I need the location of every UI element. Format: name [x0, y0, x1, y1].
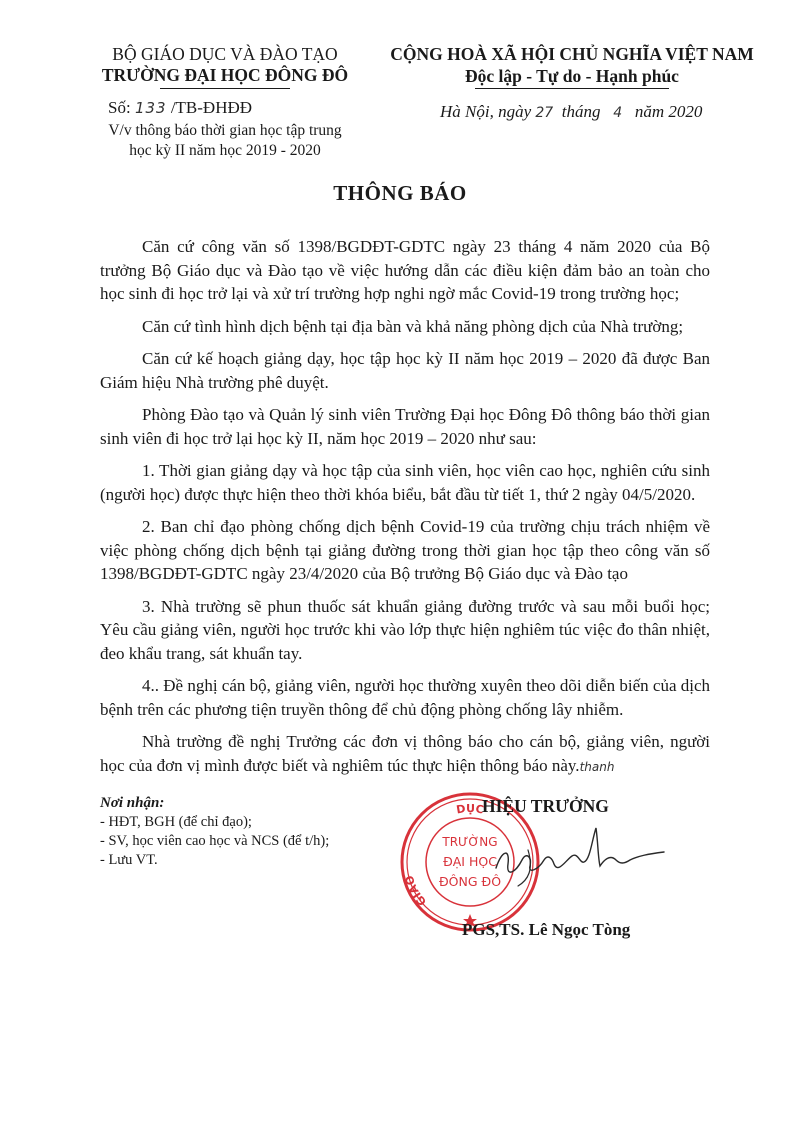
svg-text:GIÁO — [403, 874, 429, 908]
date-place: Hà Nội, ngày — [440, 102, 532, 121]
paragraph-basis-2: Căn cứ tình hình dịch bệnh tại địa bàn và khả năng phòng dịch của Nhà trường; — [142, 316, 684, 336]
national-motto: Độc lập - Tự do - Hạnh phúc — [465, 66, 679, 86]
document-number — [108, 98, 252, 118]
header-left — [80, 44, 370, 89]
recipient-item: - Lưu VT. — [100, 852, 158, 868]
doc-number-handwritten: 133 — [134, 99, 167, 117]
closing-handmark: thanh — [579, 759, 615, 774]
country-name: CỘNG HOÀ XÃ HỘI CHỦ NGHĨA VIỆT NAM — [390, 44, 754, 64]
subject-line-2: học kỳ II năm học 2019 - 2020 — [129, 142, 321, 159]
signature-title: HIỆU TRƯỞNG — [482, 796, 609, 816]
date-year: năm 2020 — [634, 102, 703, 121]
date-day: 27 — [535, 105, 554, 121]
recipient-item: - HĐT, BGH (để chỉ đạo); — [100, 814, 252, 830]
paragraph-announcement: Phòng Đào tạo và Quản lý sinh viên Trường Đại học Đông Đô thông báo thời gian sinh viên đi học trở lại học kỳ II, năm học 2019 – 2020 như sau: — [100, 405, 710, 448]
seal-line-2: ĐẠI HỌC — [443, 854, 497, 869]
paragraph-basis-3: Căn cứ kế hoạch giảng dạy, học tập học kỳ II năm học 2019 – 2020 đã được Ban Giám hiệu Nhà trường phê duyệt. — [100, 349, 710, 392]
paragraph-item-3: 3. Nhà trường sẽ phun thuốc sát khuẩn giảng đường trước và sau mỗi buổi học; Yêu cầu giảng viên, người học trước khi vào lớp thực hiện nghiêm túc việc đo thân nhiệt, đeo khẩu trang, sát khuẩn tay. — [100, 596, 710, 663]
paragraph-item-1: 1. Thời gian giảng dạy và học tập của sinh viên, học viên cao học, nghiên cứu sinh (người học) được thực hiện theo thời khóa biểu, bắt đầu từ tiết 1, thứ 2 ngày 04/5/2020. — [100, 461, 710, 504]
motto-underline — [475, 88, 669, 89]
paragraph-item-2: 2. Ban chỉ đạo phòng chống dịch bệnh Covid-19 của trường chịu trách nhiệm về việc phòng chống dịch bệnh tại giảng đường trong thời gian học tập theo công văn số 1398/BGDĐT-GDTC ngày 23/4/2020 của Bộ trưởng Bộ Giáo dục và Đào tạo — [100, 517, 710, 583]
paragraph-basis-1: Căn cứ công văn số 1398/BGDĐT-GDTC ngày 23 tháng 4 năm 2020 của Bộ trưởng Bộ Giáo dục và Đào tạo về việc hướng dẫn các điều kiện đảm bảo an toàn cho học sinh đi học trở lại và xử trí trường hợp nghi ngờ mắc Covid-19 trong trường học; — [100, 237, 710, 303]
date-month-label: tháng — [561, 102, 601, 121]
header-right — [372, 44, 772, 89]
recipients-heading: Nơi nhận: — [100, 795, 165, 811]
paragraph-item-4: 4.. Đề nghị cán bộ, giảng viên, người học thường xuyên theo dõi diễn biến của dịch bệnh trên các phương tiện truyền thông để chủ động phòng chống lây nhiễm. — [100, 676, 711, 719]
paragraph-closing — [100, 730, 710, 779]
seal-ring-top: DỤC — [455, 801, 485, 817]
document-title: THÔNG BÁO — [333, 181, 467, 205]
document-body — [100, 235, 710, 788]
school-name: TRƯỜNG ĐẠI HỌC ĐÔNG ĐÔ — [101, 65, 349, 85]
subject-line — [80, 121, 370, 161]
school-underline — [160, 88, 290, 89]
subject-line-1: V/v thông báo thời gian học tập trung — [108, 122, 342, 139]
date-month: 4 — [613, 105, 623, 121]
recipient-item: - SV, học viên cao học và NCS (để t/h); — [100, 833, 330, 849]
seal-line-3: ĐÔNG ĐÔ — [438, 874, 502, 889]
closing-text: Nhà trường đề nghị Trưởng các đơn vị thông báo cho cán bộ, giảng viên, người học của đơn vị mình được biết và nghiêm túc thực hiện thông báo này. — [100, 732, 710, 775]
svg-text:DỤC — [455, 802, 484, 817]
signatory-name: PGS,TS. Lê Ngọc Tòng — [462, 920, 631, 939]
doc-number-prefix: Số: — [108, 98, 131, 117]
doc-number-suffix: /TB-ĐHĐĐ — [170, 98, 253, 117]
ministry-name: BỘ GIÁO DỤC VÀ ĐÀO TẠO — [112, 44, 338, 64]
recipients-block — [100, 794, 420, 870]
seal-line-1: TRƯỜNG — [442, 835, 498, 849]
handwritten-signature — [488, 820, 668, 890]
date-line — [440, 102, 702, 122]
seal-ring-left: GIÁO — [402, 873, 430, 909]
